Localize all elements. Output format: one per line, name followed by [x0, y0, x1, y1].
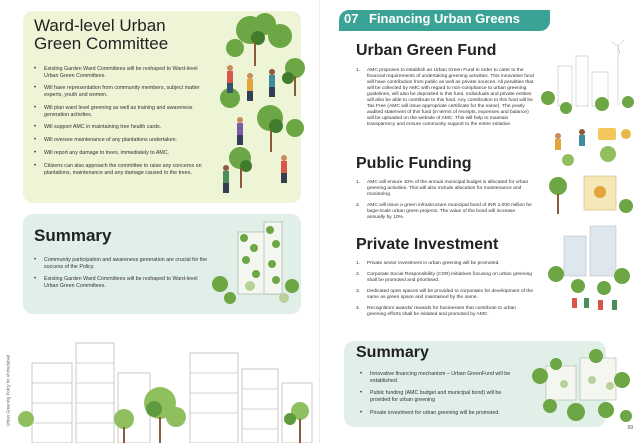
list-item: 1. Private sector investment in urban greening will be promoted.	[356, 261, 500, 266]
vertical-document-label: Urban Greening Policy for Ahmedabad	[5, 354, 11, 427]
ward-committee-list	[32, 66, 210, 183]
green-neighbourhood-illustration	[526, 336, 634, 432]
list-item: • Citizens can also approach the committee to raise any concerns on plantations, maintenance and any damage caused to the trees.	[32, 163, 210, 176]
list-item: • Existing Garden Ward Committees will be reshaped to Ward-level Urban Green Committees.	[32, 66, 210, 79]
cityscape-illustration	[0, 333, 320, 443]
financing-illustrations	[538, 36, 638, 336]
summary-list-right	[358, 371, 518, 423]
private-investment-list	[356, 261, 534, 323]
list-item: 1. AMC proposes to establish an Urban Green Fund in order to cater to the financial requirements of undertaking greening activities. This innovative fund will have contribution from public as well as private sources. All penalties that will be collected by AMC with regard to non-compliance to urban greening guidelines, will also be deposited in this fund. Individuals and private entities will also be able to contribute to this fund. Any contribution to this fund will be Tax Free (AMC will issue appropriate certificate for the same). The yearly audited statement of this fund (in terms of receipts, expenses and balance) will be uploaded on the website of AMC. This will help to maintain transparency and ensure community support to the entire initiative.	[356, 68, 534, 127]
public-funding-list	[356, 180, 534, 226]
list-item: • Will support AMC in maintaining tree health cards.	[32, 124, 210, 131]
list-item: 2. Corporate Social Responsibility (CSR) initiatives focusing on urban greening shall be promoted and prioritised.	[356, 272, 533, 283]
list-item: 3. Dedicated open spaces will be provided to corporates for development of the same as green space and maintained by the same.	[356, 289, 534, 300]
list-item: • Private investment for urban greening will be promoted.	[358, 410, 518, 417]
community-planting-illustration	[210, 8, 310, 204]
list-item: • Will plan ward level greening as well as training and awareness generation activities.	[32, 105, 210, 118]
right-page	[320, 0, 640, 443]
private-investment-heading: Private Investment	[356, 236, 499, 253]
list-item: • Existing Garden Ward Committees will be reshaped to Ward-level Urban Green Committees.	[32, 276, 210, 289]
list-item: • Public funding (AMC budget and municipal bond) will be provided for urban greening	[358, 390, 518, 403]
list-item: • Will oversee maintenance of any plantations undertaken.	[32, 137, 210, 144]
summary-heading-right: Summary	[356, 344, 429, 361]
list-item: 1. AMC will ensure 10% of the annual municipal budget is allocated for urban greening activities. This will also include allocation for maintenance and monitoring.	[356, 180, 529, 197]
list-item: • Innovative financing mechanism – Urban GreenFund will be established.	[358, 371, 518, 384]
public-funding-heading: Public Funding	[356, 155, 472, 172]
list-item: • Will report any damage to trees, immediately to AMC.	[32, 150, 210, 157]
ward-committee-heading: Ward-level Urban Green Committee	[34, 16, 169, 53]
list-item: 4. Recognition/ awards/ rewards for businesses that contribute to urban greening efforts shall be initiated and promoted by AMC.	[356, 306, 516, 317]
page-number: 59	[627, 425, 633, 431]
list-item: • Will have representation from community members, subject matter experts, youth and women.	[32, 85, 210, 98]
list-item: • Community participation and awareness generation are crucial for the success of the Policy.	[32, 257, 210, 270]
urban-green-fund-heading: Urban Green Fund	[356, 42, 497, 59]
green-building-illustration	[210, 214, 302, 314]
list-item: 2. AMC will issue a green infrastructure municipal bond of INR 2,000 million for large-scale urban green projects. The value of the bond will increase annually by 10%.	[356, 203, 532, 220]
urban-green-fund-list	[356, 68, 534, 133]
chapter-number: 07	[344, 11, 359, 26]
summary-list-left	[32, 257, 210, 296]
summary-heading-left: Summary	[34, 226, 112, 245]
chapter-title: Financing Urban Greens	[369, 11, 520, 26]
